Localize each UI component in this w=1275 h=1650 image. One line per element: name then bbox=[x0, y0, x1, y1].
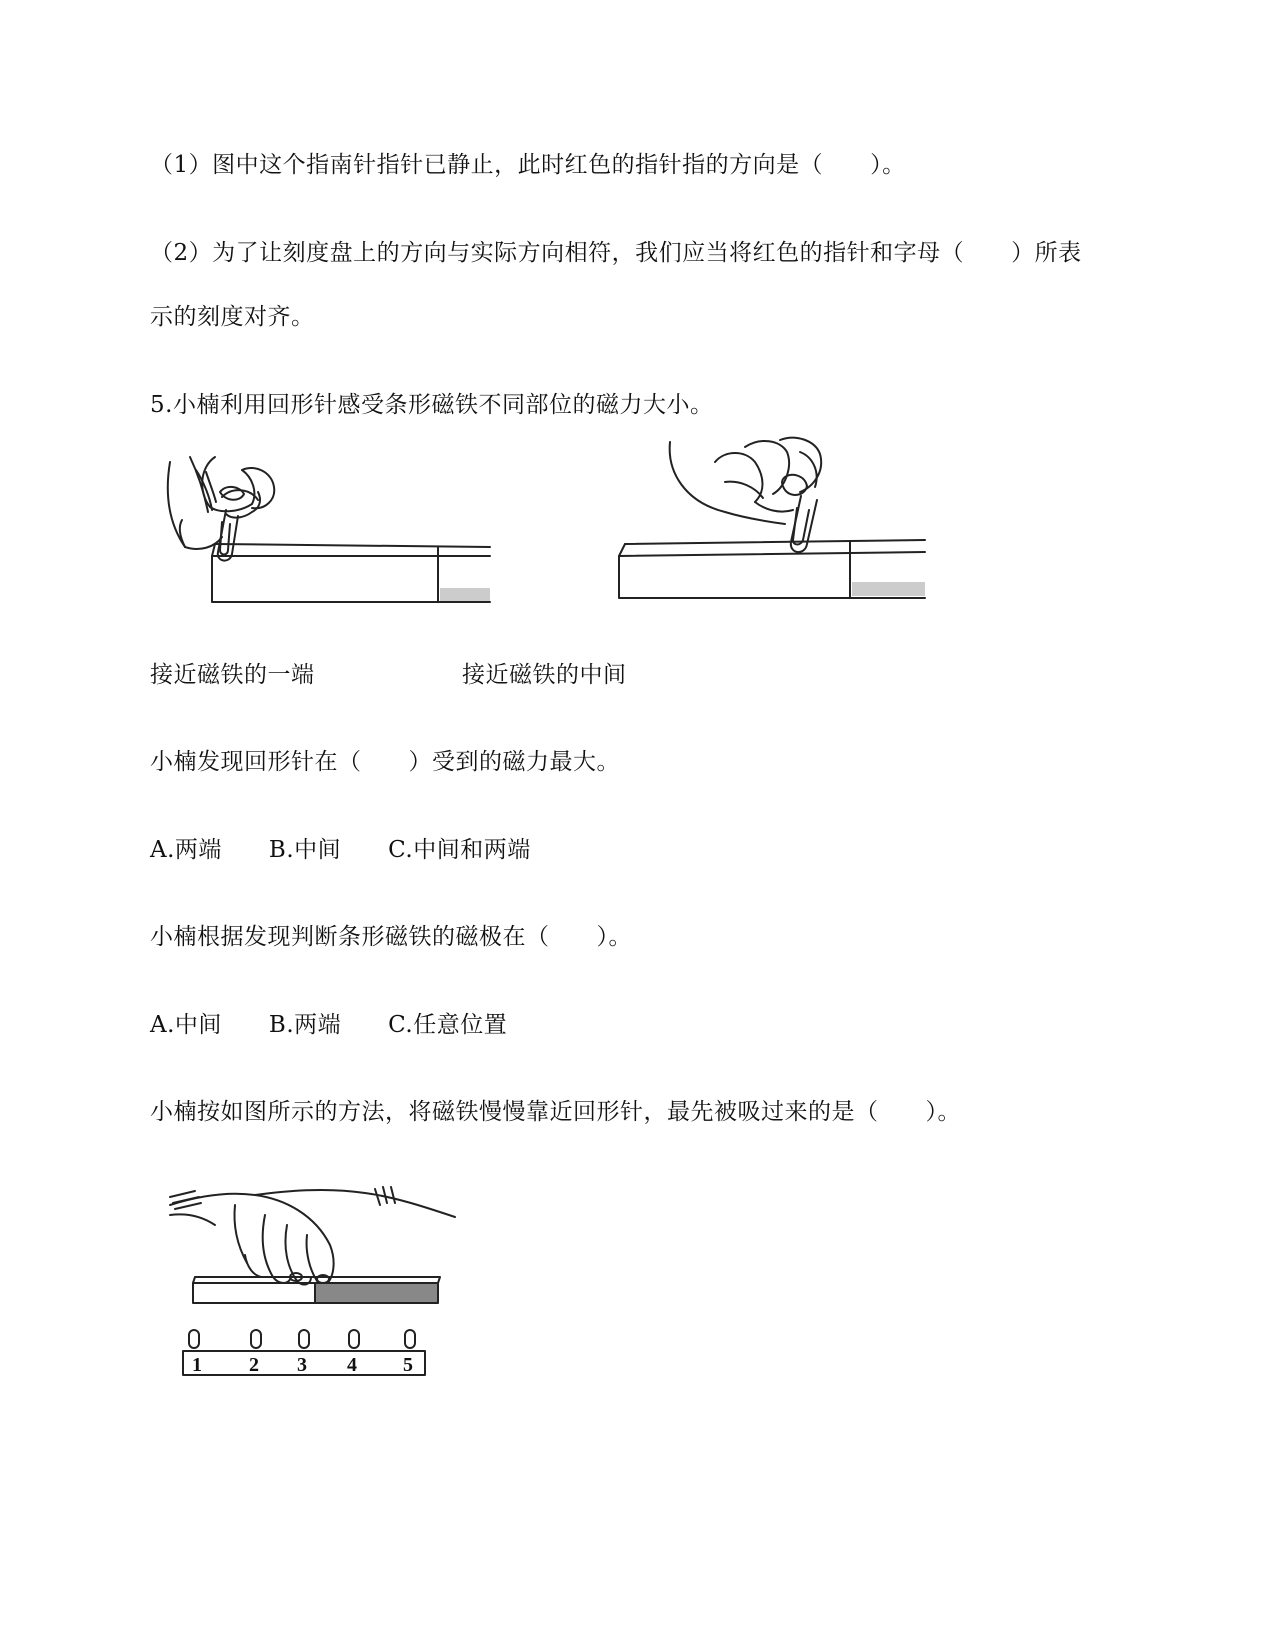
clip-label-5: 5 bbox=[403, 1354, 413, 1376]
question-5-title: 5.小楠利用回形针感受条形磁铁不同部位的磁力大小。 bbox=[150, 392, 714, 418]
question-4-part-2-line-1: （2）为了让刻度盘上的方向与实际方向相符，我们应当将红色的指针和字母（ ）所表 bbox=[150, 240, 1082, 266]
figure-magnet-over-paperclips bbox=[165, 1185, 485, 1425]
question-5-sub-1: 小楠发现回形针在（ ）受到的磁力最大。 bbox=[150, 749, 620, 775]
question-4-part-2-line-2: 示的刻度对齐。 bbox=[150, 304, 315, 330]
figure-clip-at-magnet-middle bbox=[615, 432, 945, 622]
question-5-sub-2-options: A.中间 B.两端 C.任意位置 bbox=[150, 1012, 508, 1038]
question-5-sub-2: 小楠根据发现判断条形磁铁的磁极在（ ）。 bbox=[150, 924, 632, 950]
clip-label-2: 2 bbox=[249, 1354, 259, 1376]
clip-label-4: 4 bbox=[347, 1354, 357, 1376]
clip-label-3: 3 bbox=[297, 1354, 307, 1376]
question-5-sub-1-options: A.两端 B.中间 C.中间和两端 bbox=[150, 837, 531, 863]
caption-near-magnet-end: 接近磁铁的一端 bbox=[150, 662, 315, 688]
caption-near-magnet-middle: 接近磁铁的中间 bbox=[462, 662, 627, 688]
question-4-part-1: （1）图中这个指南针指针已静止，此时红色的指针指的方向是（ ）。 bbox=[150, 152, 906, 178]
clip-label-1: 1 bbox=[192, 1354, 202, 1376]
question-5-sub-3: 小楠按如图所示的方法，将磁铁慢慢靠近回形针，最先被吸过来的是（ ）。 bbox=[150, 1099, 961, 1125]
figure-clip-at-magnet-end bbox=[160, 452, 510, 632]
